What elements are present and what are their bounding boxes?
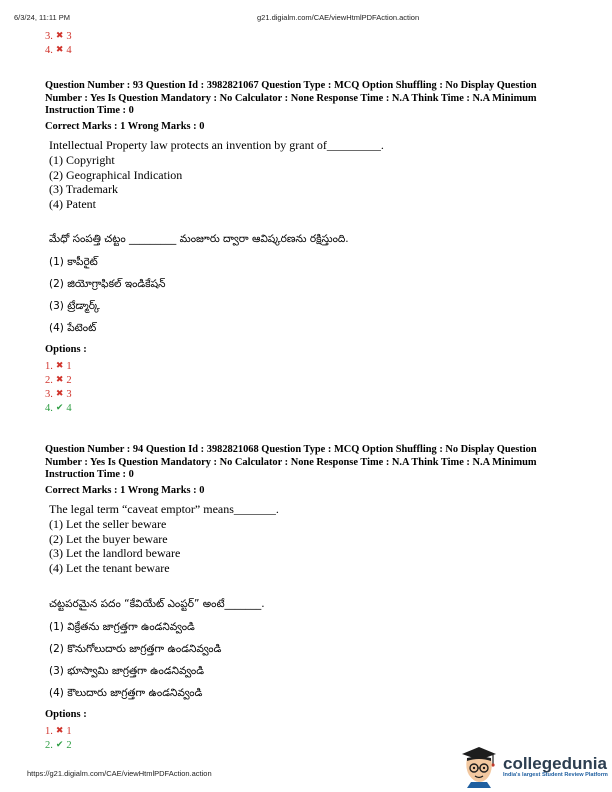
choice-item: (4) Let the tenant beware [49, 561, 170, 576]
student-mascot-icon [459, 744, 499, 788]
prev-options [45, 29, 72, 57]
option-number: 2. [45, 374, 53, 386]
check-icon: ✔ [55, 403, 64, 413]
option-number: 1. [45, 725, 53, 737]
q93-question-text: Intellectual Property law protects an invention by grant of_________. [49, 138, 384, 152]
collegedunia-logo [459, 744, 608, 788]
choice-item-telugu: (2) కొనుగోలుదారు జాగ్రత్తగా ఉండనివ్వండి [49, 643, 222, 655]
cross-icon: ✖ [55, 389, 64, 399]
q93-options-label: Options : [45, 344, 87, 355]
option-row-correct [45, 401, 72, 415]
footer-url: https://g21.digialm.com/CAE/viewHtmlPDFAction.action [27, 769, 212, 778]
option-number: 3. [45, 388, 53, 400]
option-label: 1 [66, 360, 72, 372]
option-row [45, 724, 72, 738]
q93-marks: Correct Marks : 1 Wrong Marks : 0 [45, 121, 205, 132]
q93-question-text-telugu: మేధో సంపత్తి చట్టం _________ మంజూరు ద్వారా ఆవిష్కరణను రక్షిస్తుంది. [49, 233, 349, 245]
choice-item-telugu: (4) కౌలుదారు జాగ్రత్తగా ఉండనివ్వండి [49, 687, 203, 699]
choice-item: (3) Let the landlord beware [49, 546, 181, 561]
option-label: 4 [66, 44, 72, 56]
check-icon: ✔ [55, 740, 64, 750]
cross-icon: ✖ [55, 361, 64, 371]
q93-meta: Question Number : 93 Question Id : 3982821067 Question Type : MCQ Option Shuffling : No Display Question Number : Yes Is Question Mandatory : No Calculator : None Response Time : N.A Think Time : N.A Minimum Instruction Time : 0 [45, 80, 537, 116]
choice-item-telugu: (3) ట్రేడ్మార్క్ [49, 300, 100, 312]
cross-icon: ✖ [55, 375, 64, 385]
choice-item-telugu: (1) విక్రేతను జాగ్రత్తగా ఉండనివ్వండి [49, 621, 195, 633]
choice-item: (1) Let the seller beware [49, 517, 167, 531]
option-number: 1. [45, 360, 53, 372]
q94-question-text: The legal term “caveat emptor” means_______. [49, 502, 279, 516]
q93-choices [49, 153, 182, 212]
option-number: 4. [45, 402, 53, 414]
choice-item: (2) Geographical Indication [49, 167, 183, 182]
option-label: 3 [66, 30, 72, 42]
option-row [45, 373, 72, 387]
option-label: 3 [66, 388, 72, 400]
print-url: g21.digialm.com/CAE/viewHtmlPDFAction.action [257, 13, 420, 22]
q94-options [45, 724, 72, 752]
option-label: 1 [66, 725, 72, 737]
choice-item-telugu: (2) జియోగ్రాఫికల్ ఇండికేషన్ [49, 278, 166, 290]
option-row [45, 43, 72, 57]
choice-item-telugu: (3) భూస్వామి జాగ్రత్తగా ఉండనివ్వండి [49, 665, 205, 677]
logo-wordmark: collegedunia [503, 753, 607, 773]
option-label: 2 [66, 739, 72, 751]
q94-meta: Question Number : 94 Question Id : 3982821068 Question Type : MCQ Option Shuffling : No Display Question Number : Yes Is Question Mandatory : No Calculator : None Response Time : N.A Think Time : N.A Minimum Instruction Time : 0 [45, 444, 537, 480]
cross-icon: ✖ [55, 31, 64, 41]
q94-question-text-telugu: చట్టపరమైన పదం “కేవియేట్ ఎంప్టర్” అంటే_______. [49, 598, 265, 610]
choice-item: (1) Copyright [49, 153, 115, 167]
q94-marks: Correct Marks : 1 Wrong Marks : 0 [45, 485, 205, 496]
choice-item-telugu: (1) కాపీరైట్ [49, 256, 98, 268]
option-number: 3. [45, 30, 53, 42]
option-number: 2. [45, 739, 53, 751]
option-row [45, 29, 72, 43]
choice-item: (2) Let the buyer beware [49, 531, 168, 546]
option-label: 2 [66, 374, 72, 386]
choice-item: (3) Trademark [49, 182, 118, 197]
option-row-correct [45, 738, 72, 752]
cross-icon: ✖ [55, 45, 64, 55]
logo-tagline: India's largest Student Review Platform [503, 771, 608, 778]
q93-options [45, 359, 72, 415]
option-row [45, 359, 72, 373]
cross-icon: ✖ [55, 726, 64, 736]
option-number: 4. [45, 44, 53, 56]
choice-item: (4) Patent [49, 197, 96, 212]
q94-options-label: Options : [45, 709, 87, 720]
print-datetime: 6/3/24, 11:11 PM [14, 13, 71, 22]
choice-item-telugu: (4) పేటెంట్ [49, 322, 97, 334]
q94-choices [49, 517, 180, 576]
option-row [45, 387, 72, 401]
option-label: 4 [66, 402, 72, 414]
